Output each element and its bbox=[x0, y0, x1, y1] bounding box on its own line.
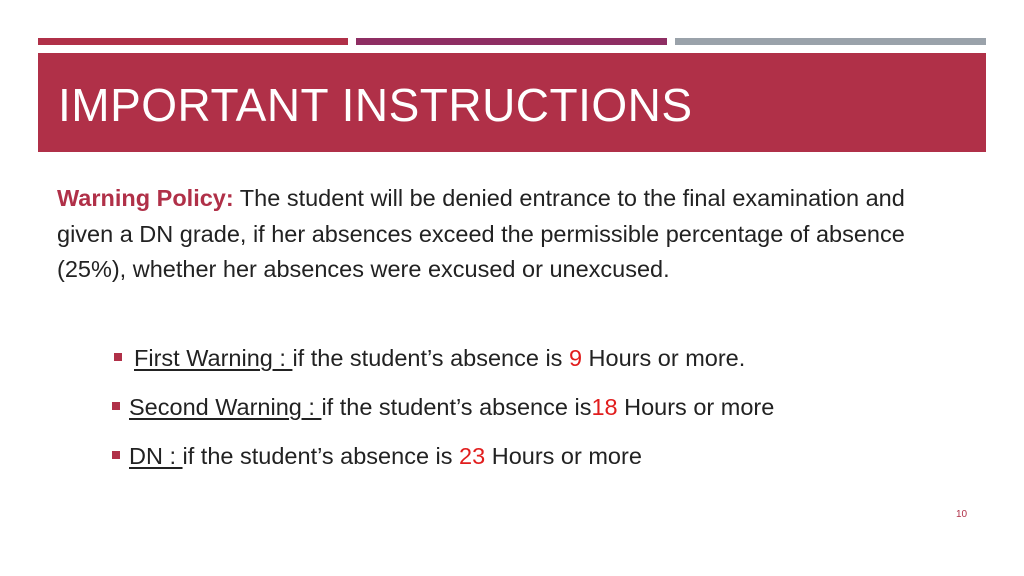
second-warning-text-after: Hours or more bbox=[617, 394, 775, 420]
dn-text-after: Hours or more bbox=[485, 443, 642, 469]
top-accent-bar-2 bbox=[356, 38, 667, 45]
second-warning-text: if the student’s absence is bbox=[321, 394, 592, 420]
square-bullet-icon bbox=[112, 402, 120, 410]
second-warning-label: Second Warning : bbox=[129, 394, 322, 420]
first-warning-text-after: Hours or more. bbox=[582, 345, 746, 371]
dn-label: DN : bbox=[129, 443, 183, 469]
list-item-second-warning bbox=[112, 389, 972, 438]
top-accent-bar-1 bbox=[38, 38, 348, 45]
first-warning-text: if the student’s absence is bbox=[292, 345, 569, 371]
square-bullet-icon bbox=[112, 451, 120, 459]
warning-policy-text: The student will be denied entrance to the final examination and given a DN grade, if her absences exceed the permissible percentage of absence (25%), whether her absences were excused or unexcused. bbox=[57, 185, 905, 282]
dn-hours: 23 bbox=[459, 443, 486, 469]
title-band bbox=[38, 53, 986, 152]
top-accent-bar-3 bbox=[675, 38, 986, 45]
list-item-dn bbox=[112, 438, 972, 487]
warning-policy-label: Warning Policy: bbox=[57, 185, 234, 211]
first-warning-hours: 9 bbox=[568, 345, 583, 371]
square-bullet-icon bbox=[114, 353, 122, 361]
warning-policy-paragraph bbox=[57, 181, 967, 288]
page-number: 10 bbox=[956, 509, 968, 520]
dn-text: if the student’s absence is bbox=[182, 443, 460, 469]
slide-title: IMPORTANT INSTRUCTIONS bbox=[58, 79, 693, 131]
warning-list bbox=[112, 340, 972, 487]
second-warning-hours: 18 bbox=[591, 394, 618, 420]
list-item-first-warning bbox=[112, 340, 972, 389]
first-warning-label: First Warning : bbox=[134, 345, 293, 371]
